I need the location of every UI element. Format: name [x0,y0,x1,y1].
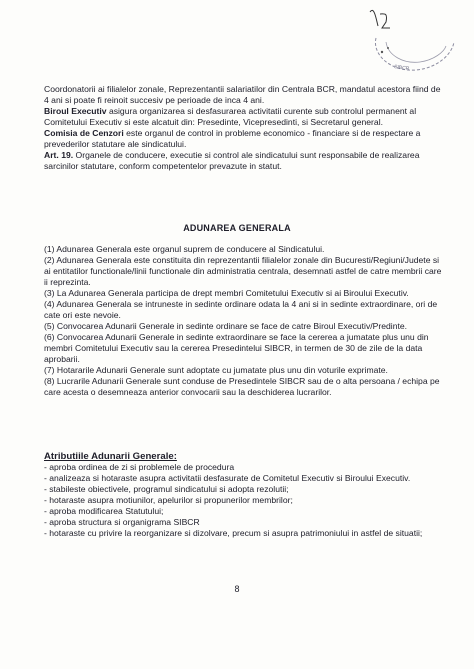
attribute-item: - hotaraste asupra motiunilor, apelurilor si propunerilor membrilor; [44,495,293,505]
term-comisia-cenzori: Comisia de Cenzori [44,128,124,138]
intro-paragraph-2-text: asigura organizarea si desfasurarea activitatii curente sub controlul permanent al Comitetului Executiv si este alcatuit din: Presedinte, Vicepresedinti, si Secretarul general. [44,106,417,127]
paragraph-2: (2) Adunarea Generala este constituita din reprezentantii filialelor zonale din Bucuresti/Regiuni/Judete si ai entitatilor functionale/linii functionale din administratia centrala, desemnati astfel de catre membrii care ii reprezinta. [44,255,442,287]
paragraph-8: (8) Lucrarile Adunarii Generale sunt conduse de Presedintele SIBCR sau de o alta persoana / echipa pe care acesta o desemneaza anterior convocarii sau la deschiderea lucrarilor. [44,376,440,397]
attribute-item: - aproba ordinea de zi si problemele de procedura [44,462,235,472]
paragraph-1: (1) Adunarea Generala este organul suprem de conducere al Sindicatului. [44,244,325,254]
article-19-label: Art. 19. [44,150,74,160]
attributes-heading: Atributiile Adunarii Generale: [44,451,177,462]
intro-block [44,84,444,172]
attribute-item: - stabileste obiectivele, programul sindicatului si adopta rezolutii; [44,484,289,494]
paragraph-7: (7) Hotararile Adunarii Generale sunt adoptate cu jumatate plus unu din voturile exprimate. [44,365,388,375]
page-number: 8 [234,584,240,594]
article-19-text: Organele de conducere, executie si control ale sindicatului sunt responsabile de realizarea sarcinilor statutare, conform competentelor prevazute in statut. [44,150,420,171]
intro-paragraph-3 [44,128,444,150]
attribute-item: - hotaraste cu privire la reorganizare si dizolvare, precum si asupra patrimoniului in astfel de situatii; [44,528,423,538]
svg-text:SIBCR: SIBCR [393,64,410,73]
paragraph-4: (4) Adunarea Generala se intruneste in sedinte ordinare odata la 4 ani si in sedinte extraordinare, ori de cate ori este nevoie. [44,299,438,320]
intro-paragraph-1: Coordonatorii ai filialelor zonale, Reprezentantii salariatilor din Centrala BCR, mandatul acestora fiind de 4 ani si poate fi reinoit succesiv pe perioade de inca 4 ani. [44,84,441,105]
intro-paragraph-3-text: este organul de control in probleme economico - financiare si de respectare a prevederilor statutare ale sindicatului. [44,128,421,149]
paragraph-3: (3) La Adunarea Generala participa de drept membri Comitetului Executiv si ai Biroului Executiv. [44,288,409,298]
stamp-seal [360,8,460,86]
attribute-item: - analizeaza si hotaraste asupra activitatii desfasurate de Comitetul Executiv si Biroului Executiv. [44,473,411,483]
term-biroul-executiv: Biroul Executiv [44,106,107,116]
section-title: ADUNAREA GENERALA [183,223,291,233]
attribute-item: - aproba modificarea Statutului; [44,506,164,516]
intro-paragraph-2 [44,106,444,128]
attribute-item: - aproba structura si organigrama SIBCR [44,517,200,527]
paragraph-6: (6) Convocarea Adunarii Generale in sedinte extraordinare se face la cererea a jumatate plus unu din membri Comitetului Executiv sau la cererea Presedintelui SIBCR, in termen de 30 de zile de la data aprobarii. [44,332,429,364]
article-19 [44,150,444,172]
paragraphs-block [44,244,444,398]
paragraph-5: (5) Convocarea Adunarii Generale in sedinte ordinare se face de catre Biroul Executiv/Predinte. [44,321,408,331]
attributes-block [44,451,444,539]
